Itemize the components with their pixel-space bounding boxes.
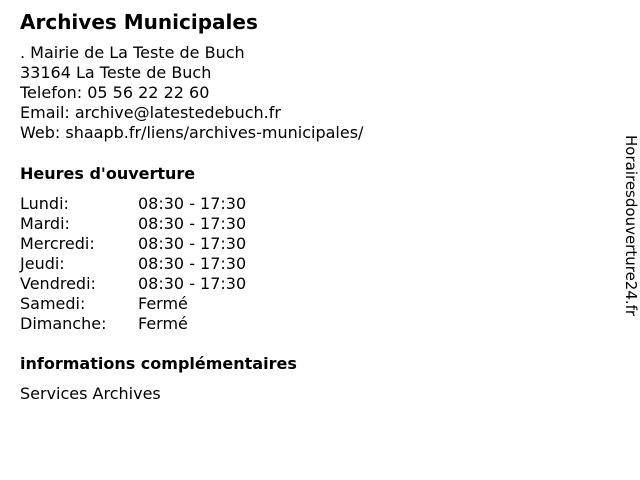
day-label: Lundi:	[20, 194, 69, 213]
website-url: Web: shaapb.fr/liens/archives-municipales/	[20, 123, 364, 142]
day-label: Vendredi:	[20, 274, 96, 293]
email-address: Email: archive@latestedebuch.fr	[20, 103, 281, 122]
opening-hours-heading: Heures d'ouverture	[20, 164, 196, 183]
day-hours: 08:30 - 17:30	[138, 234, 247, 253]
day-hours: 08:30 - 17:30	[138, 194, 247, 213]
phone-number: Telefon: 05 56 22 22 60	[20, 83, 210, 102]
day-hours: Fermé	[138, 314, 188, 333]
day-label: Mercredi:	[20, 234, 95, 253]
address-block	[20, 43, 363, 143]
hours-row-friday	[20, 274, 246, 294]
day-hours: 08:30 - 17:30	[138, 214, 247, 233]
day-hours: 08:30 - 17:30	[138, 274, 247, 293]
day-hours: Fermé	[138, 294, 188, 313]
hours-row-wednesday	[20, 234, 246, 254]
day-label: Mardi:	[20, 214, 70, 233]
hours-row-tuesday	[20, 214, 246, 234]
address-city: 33164 La Teste de Buch	[20, 63, 212, 82]
hours-row-thursday	[20, 254, 246, 274]
opening-hours-table	[20, 194, 246, 334]
hours-row-sunday	[20, 314, 246, 334]
day-label: Samedi:	[20, 294, 86, 313]
address-street: . Mairie de La Teste de Buch	[20, 43, 245, 62]
side-brand-watermark: Horairesdouverture24.fr	[622, 135, 640, 317]
day-label: Dimanche:	[20, 314, 107, 333]
hours-row-monday	[20, 194, 246, 214]
hours-row-saturday	[20, 294, 246, 314]
additional-info-heading: informations complémentaires	[20, 354, 297, 373]
day-hours: 08:30 - 17:30	[138, 254, 247, 273]
day-label: Jeudi:	[20, 254, 65, 273]
additional-info-text: Services Archives	[20, 384, 161, 403]
page-title: Archives Municipales	[20, 10, 258, 34]
